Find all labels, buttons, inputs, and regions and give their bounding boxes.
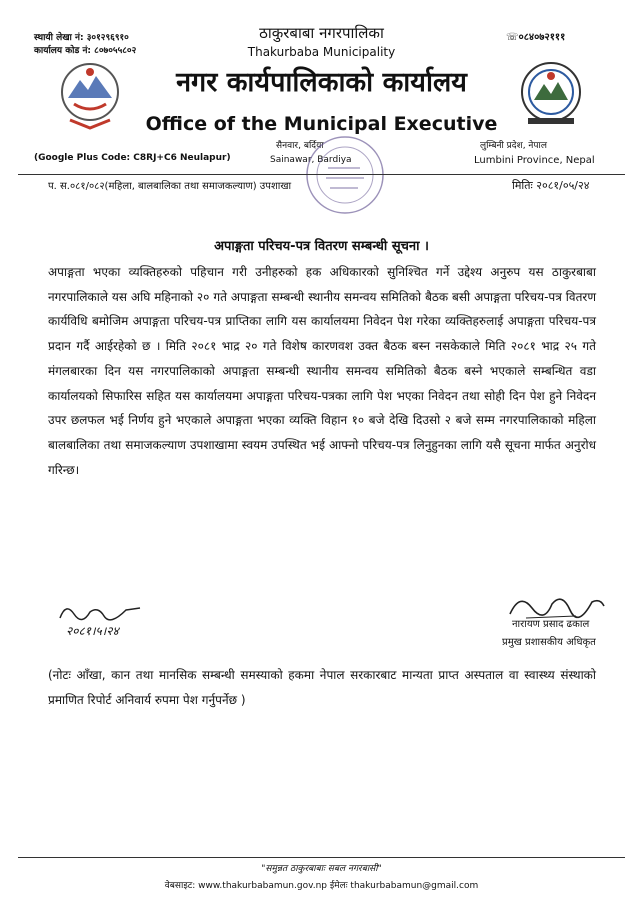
municipality-name-en: Thakurbaba Municipality [247,45,396,59]
officer-designation: प्रमुख प्रशासकीय अधिकृत [502,637,596,648]
letter-date: मितिः २०८१/०५/२४ [512,179,590,192]
officer-name: नारायण प्रसाद ढकाल [512,619,590,630]
municipality-logo [520,58,580,132]
notice-title: अपाङ्गता परिचय-पत्र वितरण सम्बन्धी सूचना । [214,239,429,254]
place-name-np: सैनवार, बर्दिया [276,141,324,151]
google-plus-code: (Google Plus Code: C8RJ+C6 Neulapur) [34,153,231,163]
footer-divider [18,857,625,858]
place-name-en: Sainawar, Bardiya [270,155,352,165]
notice-note: (नोटः आँखा, कान तथा मानसिक सम्बन्धी समस्याको हकमा नेपाल सरकारबाट मान्यता प्राप्त अस्पताल वा स्वास्थ्य संस्थाको प्रमाणित रिपोर्ट अनिवार्य रुपमा पेश गर्नुपर्नेछ ) [48,668,596,707]
footer-contact: वेबसाइट: www.thakurbabamun.gov.np ईमेलः thakurbabamun@gmail.com [164,881,479,891]
office-code: कार्यालय कोड नं: ८०७०५५८०२ [34,46,137,56]
initial-date: २०८१।५।२४ [66,624,119,638]
phone-number: ☏०८४०७२१११ [506,32,566,43]
office-stamp [302,132,388,218]
office-title-np: नगर कार्यपालिकाको कार्यालय [176,67,467,98]
province-en: Lumbini Province, Nepal [474,155,595,166]
municipality-name-np: ठाकुरबाबा नगरपालिका [259,24,384,42]
office-title-en: Office of the Municipal Executive [145,113,498,135]
letter-reference: प. स.०८१/०८२(महिला, बालबालिका तथा समाजकल्याण) उपशाखा [48,181,292,192]
province-np: लुम्बिनी प्रदेश, नेपाल [480,141,547,151]
notice-body: अपाङ्गता भएका व्यक्तिहरुको पहिचान गरी उनीहरुको हक अधिकारको सुनिश्चित गर्ने उद्देश्य अनुरुप यस ठाकुरबाबा नगरपालिकाले यस अघि महिनाको २० गते अपाङ्गता सम्बन्धी स्थानीय समन्वय समितिको बैठक बसी अपाङ्गता परिचय-पत्र वितरण कार्यविधि बमोजिम अपाङ्गता परिचय-पत्र प्राप्तिका लागि यस कार्यालयमा निवेदन पेश गरेका व्यक्तिहरुलाई अपाङ्गता परिचय-पत्र प्रदान गर्दै आईरहेको छ । मिति २०८१ भाद्र २० गते विशेष कारणवश उक्त बैठक बस्न नसकेकाले मिति २०८१ भाद्र २५ गते मंगलबारका दिन यस नगरपालिकाको अपाङ्गता सम्बन्धी स्थानीय समन्वय समितिको बैठक बस्ने भएकाले सम्बन्धित वडा कार्यालयको सिफारिस सहित यस कार्यालयमा अपाङ्गता परिचय-पत्रका लागि पेश भएका निवेदन तथा सोही दिन पेश हुने निवेदन उपर छलफल भई निर्णय हुने भएकाले अपाङ्गता भएका व्यक्ति विहान १० बजे देखि दिउसो २ बजे सम्म नगरपालिकाको महिला बालबालिका तथा समाजकल्याण उपशाखामा स्वयम उपस्थित भई आफ्नो परिचय-पत्र लिनुहुनका लागि यसै सूचना मार्फत अनुरोध गरिन्छ। [48,265,596,477]
footer-slogan: "समुन्नत ठाकुरबाबाः सबल नगरबासी" [261,864,382,874]
header-divider [18,174,625,175]
account-number: स्थायी लेखा नं: ३०१२९६९१० [34,33,129,43]
